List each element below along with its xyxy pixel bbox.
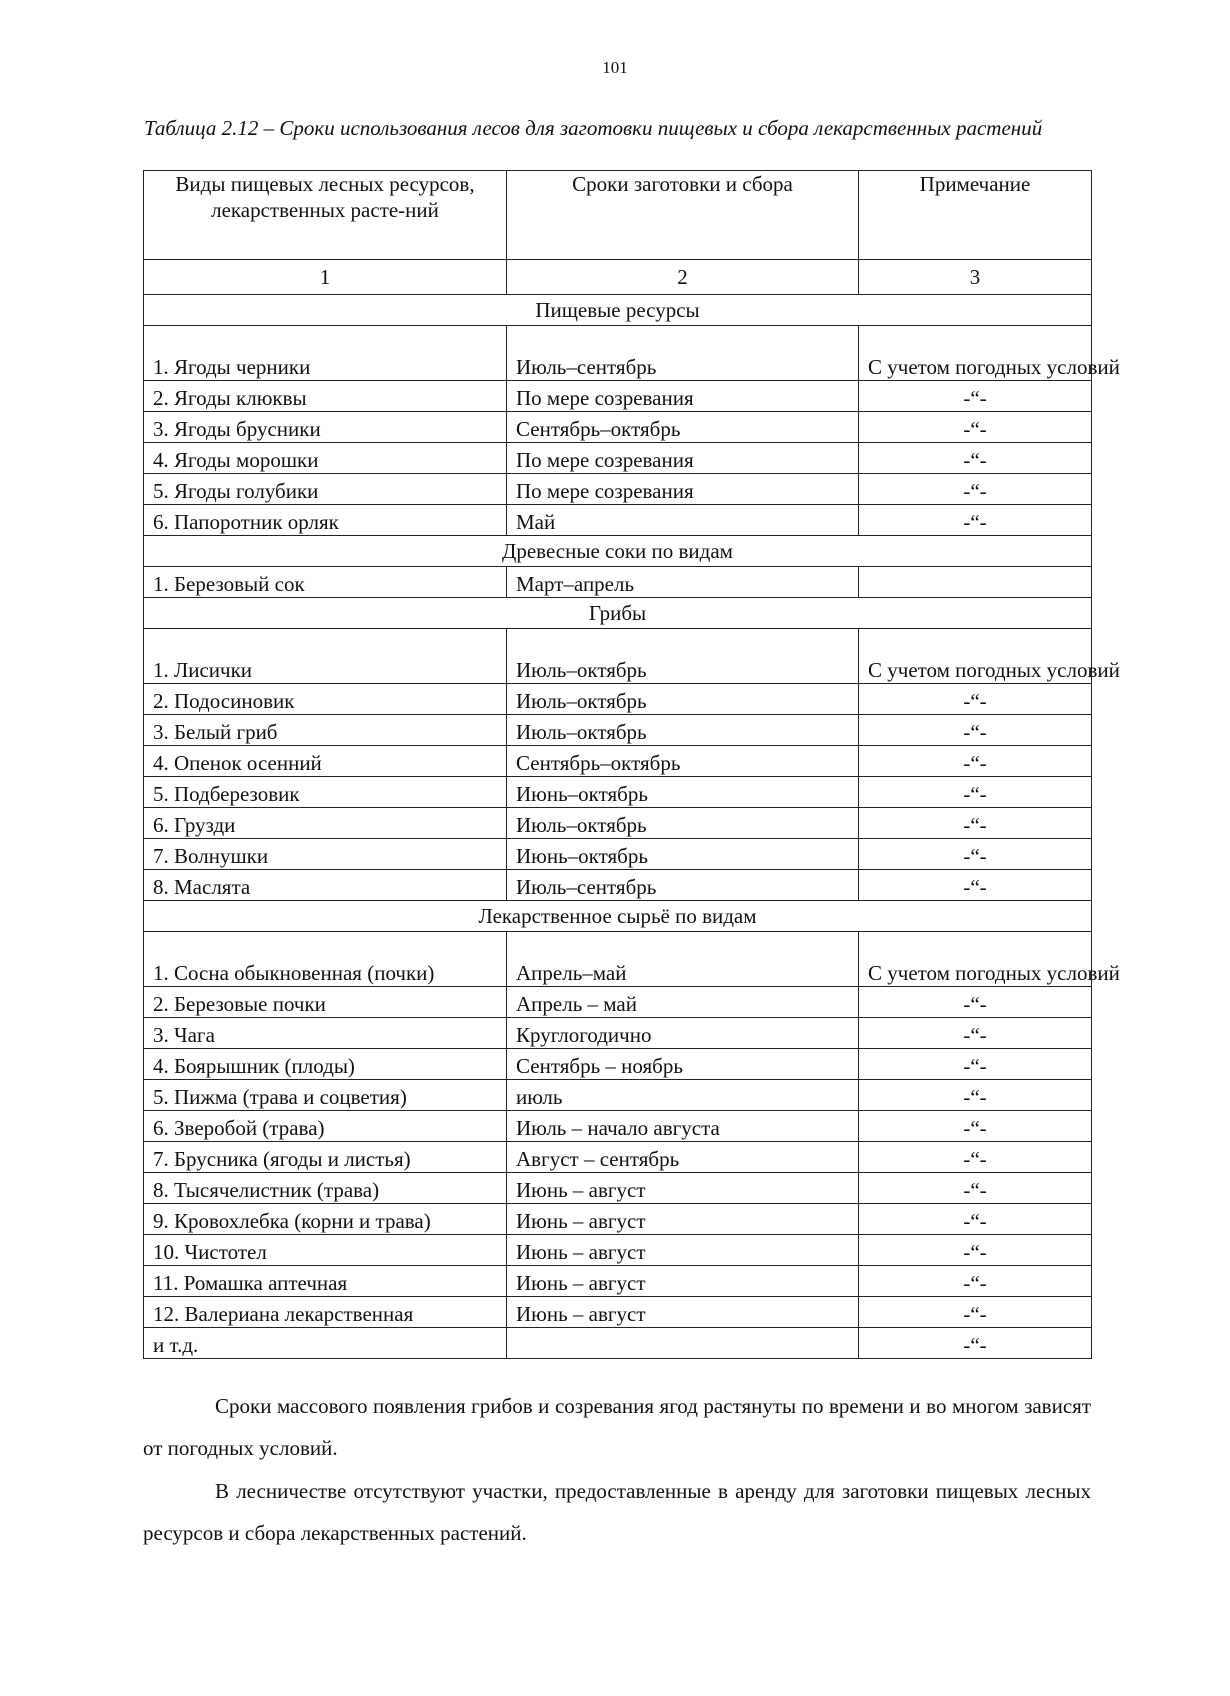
harvest-period-cell: По мере созревания bbox=[507, 443, 859, 474]
section-row bbox=[144, 598, 1092, 629]
harvest-period-cell bbox=[507, 1328, 859, 1359]
note-cell: -“- bbox=[859, 412, 1092, 443]
column-number: 1 bbox=[144, 260, 507, 295]
note-cell: -“- bbox=[859, 1173, 1092, 1204]
table-row bbox=[144, 932, 1092, 987]
harvest-period-cell: Июль–октябрь bbox=[507, 808, 859, 839]
note-cell: -“- bbox=[859, 1018, 1092, 1049]
harvest-period-cell: Май bbox=[507, 505, 859, 536]
column-number: 2 bbox=[507, 260, 859, 295]
table-row bbox=[144, 1080, 1092, 1111]
resource-name-cell: 6. Папоротник орляк bbox=[144, 505, 507, 536]
table-header-row bbox=[144, 171, 1092, 260]
resource-name-cell: 11. Ромашка аптечная bbox=[144, 1266, 507, 1297]
note-cell: -“- bbox=[859, 1266, 1092, 1297]
harvest-period-cell: Апрель–май bbox=[507, 932, 859, 987]
note-cell: -“- bbox=[859, 1204, 1092, 1235]
table-row bbox=[144, 1235, 1092, 1266]
note-cell: -“- bbox=[859, 1080, 1092, 1111]
section-title: Древесные соки по видам bbox=[144, 536, 1092, 567]
table-row bbox=[144, 987, 1092, 1018]
note-cell: -“- bbox=[859, 987, 1092, 1018]
section-row bbox=[144, 295, 1092, 326]
table-row bbox=[144, 412, 1092, 443]
harvest-period-cell: июль bbox=[507, 1080, 859, 1111]
resource-name-cell: 7. Волнушки bbox=[144, 839, 507, 870]
note-cell: С учетом погодных условий bbox=[859, 932, 1092, 987]
section-title: Грибы bbox=[144, 598, 1092, 629]
header-note: Примечание bbox=[859, 171, 1092, 260]
harvest-period-cell: Июнь – август bbox=[507, 1297, 859, 1328]
table-row bbox=[144, 1266, 1092, 1297]
resource-name-cell: 6. Грузди bbox=[144, 808, 507, 839]
table-row bbox=[144, 1049, 1092, 1080]
harvest-period-cell: Круглогодично bbox=[507, 1018, 859, 1049]
note-cell: -“- bbox=[859, 1142, 1092, 1173]
resource-name-cell: 4. Опенок осенний bbox=[144, 746, 507, 777]
resource-name-cell: 4. Ягоды морошки bbox=[144, 443, 507, 474]
resource-name-cell: 3. Белый гриб bbox=[144, 715, 507, 746]
table-row bbox=[144, 684, 1092, 715]
resource-name-cell: 8. Тысячелистник (трава) bbox=[144, 1173, 507, 1204]
harvest-period-cell: По мере созревания bbox=[507, 474, 859, 505]
resource-name-cell: 1. Лисички bbox=[144, 629, 507, 684]
resource-name-cell: и т.д. bbox=[144, 1328, 507, 1359]
table-row bbox=[144, 839, 1092, 870]
table-row bbox=[144, 1142, 1092, 1173]
note-cell: -“- bbox=[859, 1297, 1092, 1328]
resource-name-cell: 1. Ягоды черники bbox=[144, 326, 507, 381]
table-row bbox=[144, 1297, 1092, 1328]
table-caption: Таблица 2.12 – Сроки использования лесов для заготовки пищевых и сбора лекарственных растений bbox=[144, 116, 1043, 140]
column-number: 3 bbox=[859, 260, 1092, 295]
table-row bbox=[144, 326, 1092, 381]
resource-name-cell: 6. Зверобой (трава) bbox=[144, 1111, 507, 1142]
resource-name-cell: 2. Березовые почки bbox=[144, 987, 507, 1018]
resource-name-cell: 8. Маслята bbox=[144, 870, 507, 901]
table-row bbox=[144, 1204, 1092, 1235]
resource-name-cell: 5. Ягоды голубики bbox=[144, 474, 507, 505]
note-cell: -“- bbox=[859, 1328, 1092, 1359]
harvest-period-cell: Июнь – август bbox=[507, 1266, 859, 1297]
resource-name-cell: 3. Ягоды брусники bbox=[144, 412, 507, 443]
note-cell: -“- bbox=[859, 777, 1092, 808]
table-row bbox=[144, 381, 1092, 412]
note-cell: -“- bbox=[859, 715, 1092, 746]
harvest-period-cell: Август – сентябрь bbox=[507, 1142, 859, 1173]
note-cell: -“- bbox=[859, 1049, 1092, 1080]
table-row bbox=[144, 1328, 1092, 1359]
note-cell: -“- bbox=[859, 808, 1092, 839]
harvest-period-cell: Сентябрь–октябрь bbox=[507, 746, 859, 777]
harvest-period-cell: Июль – начало августа bbox=[507, 1111, 859, 1142]
resource-name-cell: 7. Брусника (ягоды и листья) bbox=[144, 1142, 507, 1173]
harvest-terms-table bbox=[143, 170, 1120, 1359]
note-cell: -“- bbox=[859, 443, 1092, 474]
table-row bbox=[144, 808, 1092, 839]
note-cell: -“- bbox=[859, 381, 1092, 412]
harvest-period-cell: Сентябрь–октябрь bbox=[507, 412, 859, 443]
harvest-period-cell: Июль–сентябрь bbox=[507, 326, 859, 381]
section-title: Лекарственное сырьё по видам bbox=[144, 901, 1092, 932]
resource-name-cell: 5. Пижма (трава и соцветия) bbox=[144, 1080, 507, 1111]
section-row bbox=[144, 536, 1092, 567]
section-row bbox=[144, 901, 1092, 932]
note-cell: -“- bbox=[859, 505, 1092, 536]
resource-name-cell: 9. Кровохлебка (корни и трава) bbox=[144, 1204, 507, 1235]
paragraph-lease-absence: В лесничестве отсутствуют участки, предоставленные в аренду для заготовки пищевых лесных ресурсов и сбора лекарственных растений. bbox=[143, 1479, 1091, 1545]
note-cell: -“- bbox=[859, 684, 1092, 715]
paragraph-mushroom-berry-timing: Сроки массового появления грибов и созревания ягод растянуты по времени и во многом зависят от погодных условий. bbox=[143, 1394, 1091, 1460]
harvest-period-cell: Июнь – август bbox=[507, 1173, 859, 1204]
table-row bbox=[144, 870, 1092, 901]
harvest-period-cell: Июль–октябрь bbox=[507, 684, 859, 715]
column-number-row bbox=[144, 260, 1092, 295]
harvest-period-cell: Июль–октябрь bbox=[507, 715, 859, 746]
table-row bbox=[144, 777, 1092, 808]
table-row bbox=[144, 505, 1092, 536]
page-number: 101 bbox=[602, 58, 628, 77]
resource-name-cell: 4. Боярышник (плоды) bbox=[144, 1049, 507, 1080]
resource-name-cell: 12. Валериана лекарственная bbox=[144, 1297, 507, 1328]
table-row bbox=[144, 443, 1092, 474]
note-cell: -“- bbox=[859, 1111, 1092, 1142]
resource-name-cell: 10. Чистотел bbox=[144, 1235, 507, 1266]
note-cell: -“- bbox=[859, 474, 1092, 505]
harvest-period-cell: Июнь – август bbox=[507, 1204, 859, 1235]
harvest-period-cell: По мере созревания bbox=[507, 381, 859, 412]
harvest-period-cell: Апрель – май bbox=[507, 987, 859, 1018]
note-cell: С учетом погодных условий bbox=[859, 629, 1092, 684]
harvest-period-cell: Июнь–октябрь bbox=[507, 777, 859, 808]
table-row bbox=[144, 629, 1092, 684]
harvest-period-cell: Июль–сентябрь bbox=[507, 870, 859, 901]
table-row bbox=[144, 567, 1092, 598]
table-row bbox=[144, 474, 1092, 505]
table-row bbox=[144, 715, 1092, 746]
note-cell: -“- bbox=[859, 746, 1092, 777]
note-cell: -“- bbox=[859, 839, 1092, 870]
table-row bbox=[144, 1018, 1092, 1049]
note-cell: С учетом погодных условий bbox=[859, 326, 1092, 381]
header-resource-type: Виды пищевых лесных ресурсов, лекарственных расте-ний bbox=[144, 171, 507, 260]
harvest-period-cell: Сентябрь – ноябрь bbox=[507, 1049, 859, 1080]
note-cell bbox=[859, 567, 1092, 598]
harvest-period-cell: Июнь–октябрь bbox=[507, 839, 859, 870]
header-harvest-terms: Сроки заготовки и сбора bbox=[507, 171, 859, 260]
resource-name-cell: 1. Сосна обыкновенная (почки) bbox=[144, 932, 507, 987]
table-row bbox=[144, 746, 1092, 777]
resource-name-cell: 3. Чага bbox=[144, 1018, 507, 1049]
section-title: Пищевые ресурсы bbox=[144, 295, 1092, 326]
harvest-period-cell: Март–апрель bbox=[507, 567, 859, 598]
resource-name-cell: 2. Подосиновик bbox=[144, 684, 507, 715]
table-row bbox=[144, 1111, 1092, 1142]
resource-name-cell: 1. Березовый сок bbox=[144, 567, 507, 598]
note-cell: -“- bbox=[859, 1235, 1092, 1266]
note-cell: -“- bbox=[859, 870, 1092, 901]
table-row bbox=[144, 1173, 1092, 1204]
harvest-period-cell: Июнь – август bbox=[507, 1235, 859, 1266]
resource-name-cell: 2. Ягоды клюквы bbox=[144, 381, 507, 412]
harvest-period-cell: Июль–октябрь bbox=[507, 629, 859, 684]
resource-name-cell: 5. Подберезовик bbox=[144, 777, 507, 808]
